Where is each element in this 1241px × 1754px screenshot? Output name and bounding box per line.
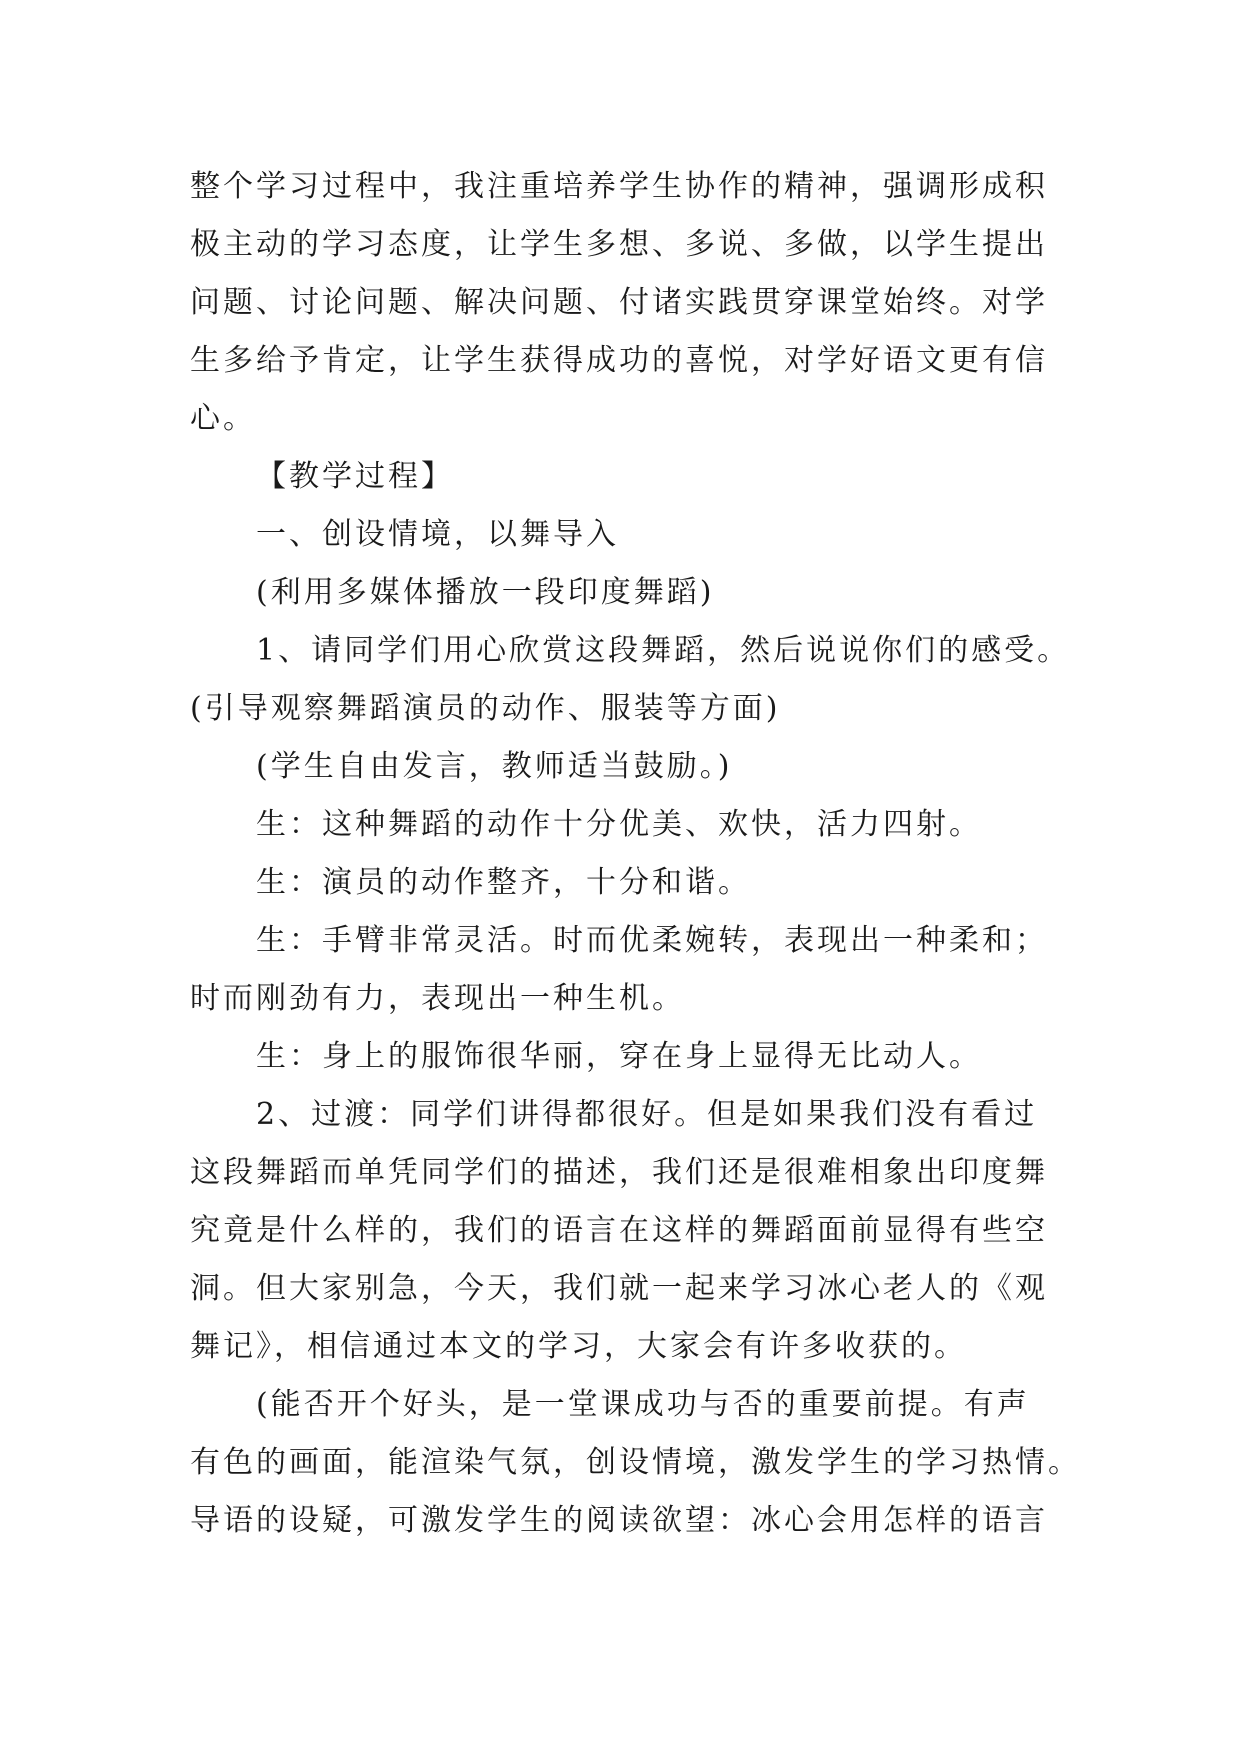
text-line: 时而刚劲有力，表现出一种生机。 [190, 981, 685, 1016]
text-line: 究竟是什么样的，我们的语言在这样的舞蹈面前显得有些空 [190, 1213, 1048, 1248]
text-line: (能否开个好头，是一堂课成功与否的重要前提。有声 [256, 1387, 1030, 1422]
text-line: 这段舞蹈而单凭同学们的描述，我们还是很难相象出印度舞 [190, 1155, 1048, 1190]
text-line: 生多给予肯定，让学生获得成功的喜悦，对学好语文更有信 [190, 343, 1048, 378]
text-line: 极主动的学习态度，让学生多想、多说、多做，以学生提出 [190, 227, 1048, 262]
text-line: 整个学习过程中，我注重培养学生协作的精神，强调形成积 [190, 169, 1048, 204]
text-line: (引导观察舞蹈演员的动作、服装等方面) [190, 691, 781, 726]
text-line: (利用多媒体播放一段印度舞蹈) [256, 575, 715, 610]
text-line: 生：身上的服饰很华丽，穿在身上显得无比动人。 [256, 1039, 982, 1074]
text-line: 洞。但大家别急，今天，我们就一起来学习冰心老人的《观 [190, 1271, 1048, 1306]
text-line: 舞记》，相信通过本文的学习，大家会有许多收获的。 [190, 1329, 967, 1364]
text-line: (学生自由发言，教师适当鼓励。) [256, 749, 733, 784]
text-line: 2、过渡：同学们讲得都很好。但是如果我们没有看过 [256, 1097, 1038, 1132]
text-line: 有色的画面，能渲染气氛，创设情境，激发学生的学习热情。 [190, 1445, 1081, 1480]
text-line: 生：手臂非常灵活。时而优柔婉转，表现出一种柔和； [256, 923, 1048, 958]
text-line: 导语的设疑，可激发学生的阅读欲望：冰心会用怎样的语言 [190, 1503, 1048, 1538]
text-line: 一、创设情境，以舞导入 [256, 517, 619, 552]
text-line: 生：这种舞蹈的动作十分优美、欢快，活力四射。 [256, 807, 982, 842]
text-line: 生：演员的动作整齐，十分和谐。 [256, 865, 751, 900]
text-line: 问题、讨论问题、解决问题、付诸实践贯穿课堂始终。对学 [190, 285, 1048, 320]
document-body [190, 158, 1081, 1550]
text-line: 心。 [190, 401, 256, 436]
text-line: 1、请同学们用心欣赏这段舞蹈，然后说说你们的感受。 [256, 633, 1071, 668]
text-line: 【教学过程】 [256, 459, 454, 494]
